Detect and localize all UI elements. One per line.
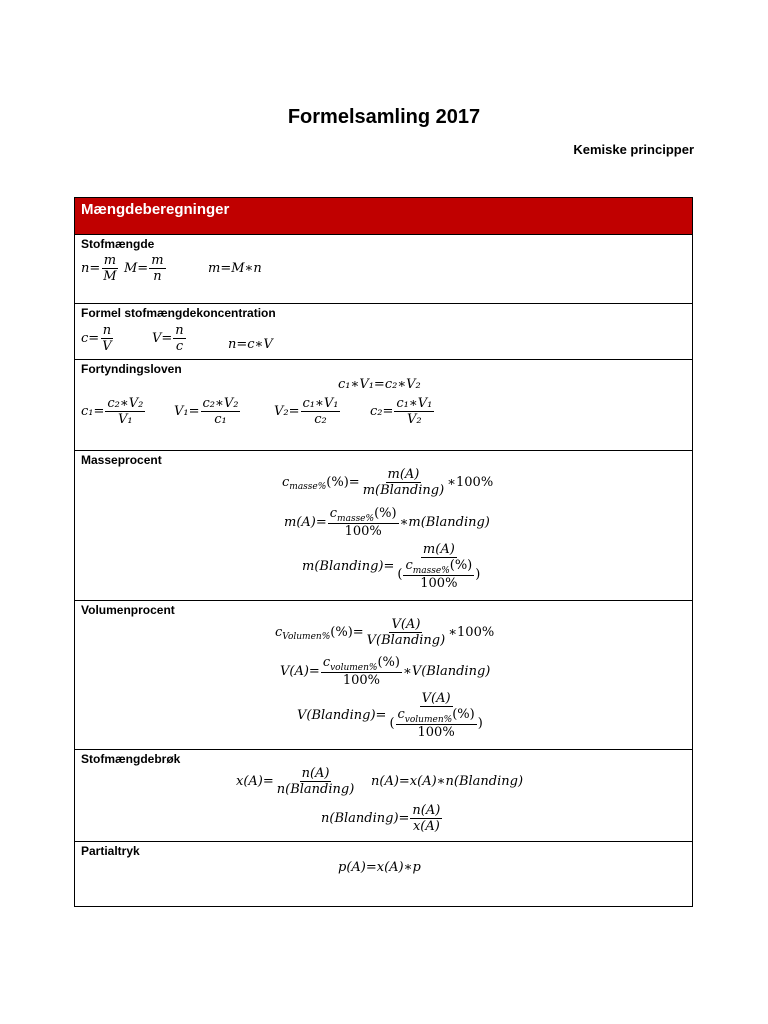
formula-c2: c₂= $\frac{\text{c₁∗V₁}}{\text{V₂}}$ [370, 396, 433, 427]
formula-M: M= $\frac{m}{n}$ [124, 253, 164, 284]
formula-V2: V₂= $\frac{\text{c₁∗V₁}}{\text{c₂}}$ [274, 396, 339, 427]
formula-brok-1: x(A)= n(A) n(Blanding) [236, 766, 355, 797]
formula-c1: c₁= $\frac{\text{c₂∗V₂}}{\text{V₁}}$ [81, 396, 144, 427]
table-header-label: Mængdeberegninger [81, 201, 230, 218]
page-subtitle: Kemiske principper [573, 142, 694, 157]
table-header [75, 198, 692, 235]
formula-partialtryk: p(A)=x(A)∗p [338, 860, 421, 875]
formula-V: V= $\frac{n}{c}$ [152, 323, 184, 354]
section-stofmaengde [75, 235, 692, 304]
formula-V1: V₁= $\frac{\text{c₂∗V₂}}{\text{c₁}}$ [174, 396, 239, 427]
formula-dilution: c₁∗V₁=c₂∗V₂ [338, 377, 421, 392]
formula-table [74, 197, 693, 907]
formula-c: c= $\frac{n}{V}$ [81, 323, 112, 354]
section-title: Stofmængdebrøk [81, 752, 181, 766]
formula-vol-2: V(A)= $c_{volumen\%}(\%)$ 100% ∗V(Blanding) [280, 655, 491, 688]
formula-m: m=M∗n [208, 261, 262, 276]
formula-brok-2: n(A)=x(A)∗n(Blanding) [371, 774, 524, 789]
formula-n-cv: n=c∗V [228, 337, 273, 352]
section-stofmaengdebrok [75, 750, 692, 842]
formula-n: n= $\frac{m}{M}$ [81, 253, 117, 284]
section-title: Formel stofmængdekoncentration [81, 306, 276, 320]
section-fortyndingsloven [75, 360, 692, 451]
formula-masse-1: c masse% (%)= m(A) m(Blanding) ∗100% [282, 467, 494, 498]
formula-brok-3: n(Blanding)= $\frac{n(A)}{x(A)}$ [321, 803, 441, 834]
page-title: Formelsamling 2017 [287, 106, 481, 128]
section-masseprocent [75, 451, 692, 601]
section-title: Stofmængde [81, 237, 155, 251]
formula-vol-3: V(Blanding)= V(A) ( $c_{volumen\%}(\%)$ 100% ) [297, 691, 483, 740]
section-title: Masseprocent [81, 453, 162, 467]
formula-vol-1: c Volumen% (%)= V(A) V(Blanding) ∗100% [275, 617, 495, 648]
formula-masse-3: m(Blanding)= m(A) ( $c_{masse\%}(\%)$ 100% ) [302, 542, 481, 591]
section-volumenprocent [75, 601, 692, 750]
section-title: Partialtryk [81, 844, 140, 858]
section-title: Volumenprocent [81, 603, 175, 617]
section-title: Fortyndingsloven [81, 362, 182, 376]
section-koncentration [75, 304, 692, 360]
section-partialtryk [75, 842, 692, 908]
formula-masse-2: m(A)= $c_{masse\%}(\%)$ 100% ∗m(Blanding) [284, 506, 490, 539]
